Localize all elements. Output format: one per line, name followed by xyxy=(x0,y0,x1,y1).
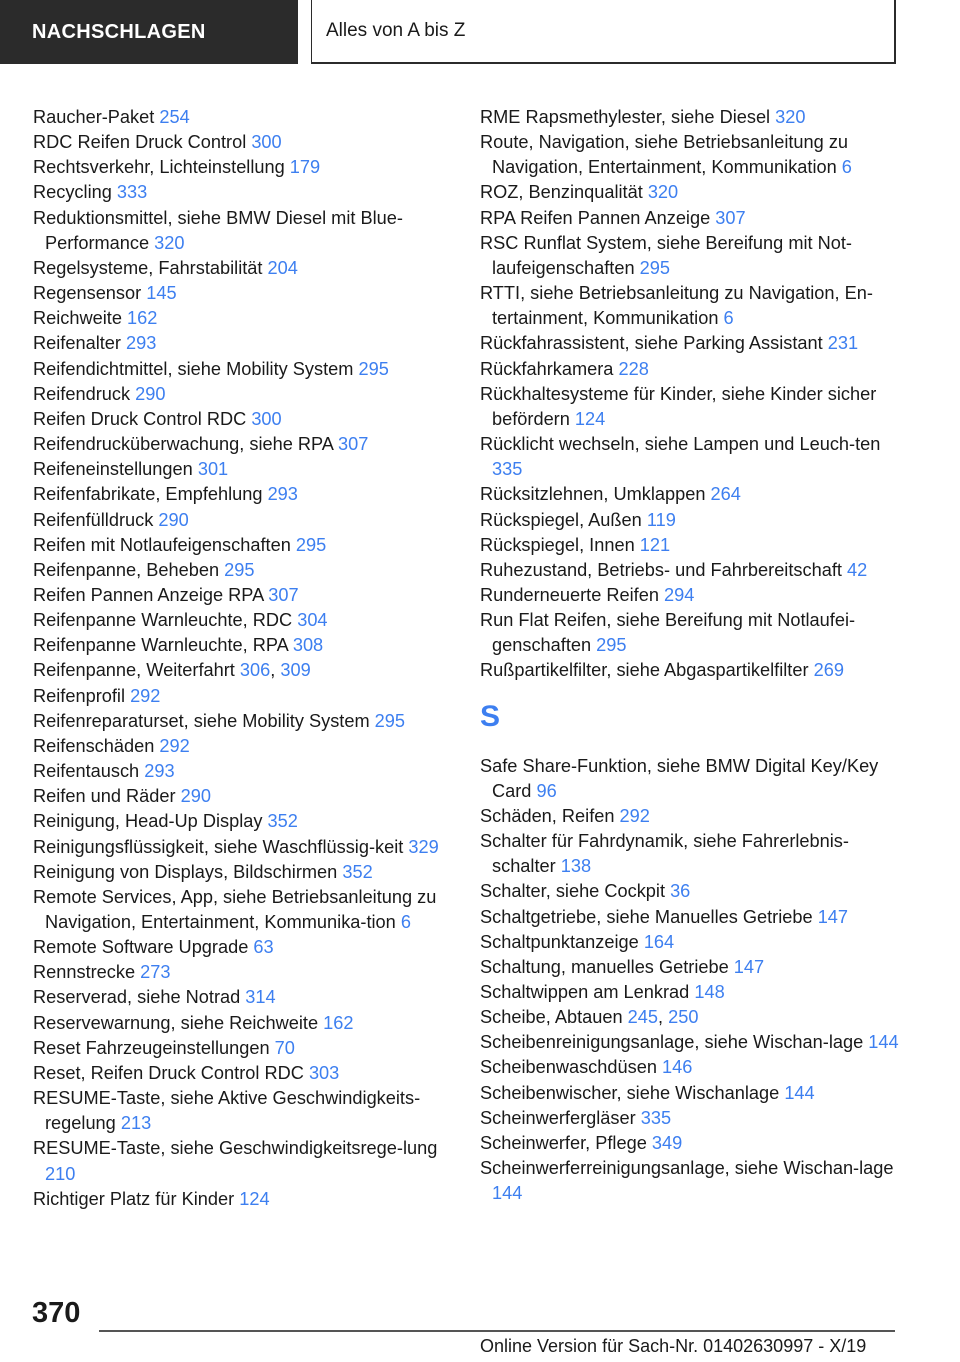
index-entry-term: Rückfahrassistent, siehe Parking Assistant xyxy=(480,333,828,354)
page-link[interactable]: 63 xyxy=(253,937,274,958)
page-link[interactable]: 307 xyxy=(715,207,746,228)
page-link[interactable]: 320 xyxy=(647,182,679,203)
page-link[interactable]: 304 xyxy=(297,610,328,631)
index-entry xyxy=(33,306,453,331)
index-entry-term: Runderneuerte Reifen xyxy=(480,584,665,605)
chapter-header xyxy=(311,0,896,64)
index-entry-term: Run Flat Reifen, siehe Bereifung mit Notlaufei-genschaften xyxy=(480,610,856,656)
index-entry-term: Reifenalter xyxy=(33,333,127,354)
page-link[interactable]: 314 xyxy=(245,987,276,1008)
page-link[interactable]: 164 xyxy=(643,931,675,952)
chapter-title: Alles von A bis Z xyxy=(326,20,466,41)
index-entry-term: RPA Reifen Pannen Anzeige xyxy=(480,207,716,228)
page-link[interactable]: 303 xyxy=(308,1062,340,1083)
index-entry xyxy=(33,180,453,205)
index-entry-term: Rückspiegel, Innen xyxy=(480,534,640,555)
page-link[interactable]: 42 xyxy=(846,559,868,580)
index-entry xyxy=(33,809,453,834)
page-link[interactable]: 264 xyxy=(710,484,741,505)
index-entry-term: Scheibenreinigungsanlage, siehe Wischan-lage xyxy=(480,1032,869,1053)
page-link[interactable]: 349 xyxy=(651,1132,683,1153)
index-entry xyxy=(480,804,900,829)
page-link[interactable]: 292 xyxy=(619,805,650,826)
index-column-left xyxy=(33,105,453,1212)
index-entry xyxy=(33,835,453,860)
index-entry xyxy=(33,860,453,885)
index-entry xyxy=(480,482,900,507)
page-link[interactable]: 290 xyxy=(135,383,166,404)
page-link[interactable]: 36 xyxy=(670,881,691,902)
index-entry-term: Safe Share-Funktion, siehe BMW Digital Key/Key Card xyxy=(480,755,879,801)
index-entry-term: RME Rapsmethylester, siehe Diesel xyxy=(480,107,776,127)
page-link[interactable]: 119 xyxy=(646,509,676,530)
index-entry xyxy=(33,281,453,306)
index-entry-term: Richtiger Platz für Kinder xyxy=(33,1188,240,1209)
index-entry xyxy=(33,1086,453,1136)
index-entry xyxy=(480,130,900,180)
index-entry xyxy=(33,583,453,608)
page-link[interactable]: 333 xyxy=(116,182,148,203)
page-link[interactable]: 144 xyxy=(868,1032,899,1053)
index-entry xyxy=(33,382,453,407)
index-entry xyxy=(480,1005,900,1030)
page-link[interactable]: 228 xyxy=(618,358,649,379)
index-entry xyxy=(480,432,900,482)
page-link[interactable]: 6 xyxy=(400,912,411,932)
section-letter: S xyxy=(480,699,501,733)
page-separator: , xyxy=(658,1007,669,1028)
page-link[interactable]: 162 xyxy=(323,1012,354,1033)
index-entry-term: Route, Navigation, siehe Betriebsanleitung zu Navigation, Entertainment, Kommunikation xyxy=(480,132,849,178)
index-entry-term: Reifenpanne, Weiterfahrt xyxy=(33,660,240,681)
page-link[interactable]: 6 xyxy=(723,308,734,329)
index-entry-term: Scheibenwischer, siehe Wischanlage xyxy=(480,1082,785,1103)
page-link[interactable]: 124 xyxy=(239,1188,270,1209)
index-entry-term: Reifenpanne Warnleuchte, RPA xyxy=(33,635,293,656)
index-entry xyxy=(480,829,900,879)
page-link[interactable]: 144 xyxy=(784,1082,815,1103)
index-entry xyxy=(480,980,900,1005)
index-entry xyxy=(33,1136,453,1186)
page-link[interactable]: 290 xyxy=(180,786,211,807)
index-entry-term: Ruhezustand, Betriebs- und Fahrbereitschaft xyxy=(480,559,847,580)
index-entry-term: Scheibenwaschdüsen xyxy=(480,1057,662,1078)
page-link[interactable]: 147 xyxy=(817,906,849,927)
index-entry xyxy=(480,331,900,356)
index-entry xyxy=(33,407,453,432)
page-link[interactable]: 162 xyxy=(127,308,158,329)
index-entry-term: Scheinwerferreinigungsanlage, siehe Wischan-lage xyxy=(480,1158,894,1179)
index-entry-term: Reichweite xyxy=(33,308,128,329)
index-entry xyxy=(33,684,453,709)
index-entry-term: Reset Fahrzeugeinstellungen xyxy=(33,1037,275,1058)
page-link[interactable]: 179 xyxy=(289,157,321,178)
index-entry-term: Regensensor xyxy=(33,283,147,304)
page-link[interactable]: 144 xyxy=(492,1183,523,1204)
footer-rule xyxy=(99,1330,895,1332)
index-entry-term: Reinigungsflüssigkeit, siehe Waschflüssig-keit xyxy=(33,836,409,857)
page-link[interactable]: 254 xyxy=(159,107,190,127)
index-entry-term: Reserverad, siehe Notrad xyxy=(33,987,246,1008)
page-link[interactable]: 250 xyxy=(668,1007,699,1028)
index-entry xyxy=(480,1030,900,1055)
page-link[interactable]: 329 xyxy=(408,836,439,857)
page-link[interactable]: 124 xyxy=(574,408,606,429)
page-link[interactable]: 204 xyxy=(267,257,298,278)
index-entry-term: Remote Services, App, siehe Betriebsanleitung zu Navigation, Entertainment, Kommunika-tion xyxy=(33,886,437,932)
page-link[interactable]: 300 xyxy=(251,408,282,429)
index-entry xyxy=(33,1061,453,1086)
index-entry-term: ROZ, Benzinqualität xyxy=(480,182,648,203)
page-link[interactable]: 308 xyxy=(292,635,324,656)
index-entry-term: RESUME-Taste, siehe Aktive Geschwindigkeits-regelung xyxy=(33,1088,421,1134)
page-link[interactable]: 301 xyxy=(197,459,229,480)
page-link[interactable]: 292 xyxy=(130,685,161,706)
page-link[interactable]: 148 xyxy=(694,982,725,1002)
page-link[interactable]: 295 xyxy=(358,358,389,379)
index-entry xyxy=(33,885,453,935)
index-entry xyxy=(480,105,900,130)
index-entry-term: Reifen Druck Control RDC xyxy=(33,408,252,429)
index-entry xyxy=(33,734,453,759)
index-entry-term: Schaltpunktanzeige xyxy=(480,931,644,952)
index-entry xyxy=(33,709,453,734)
index-entry-term: Reinigung von Displays, Bildschirmen xyxy=(33,861,343,882)
index-entry-term: Scheibe, Abtauen xyxy=(480,1007,628,1028)
page-link[interactable]: 320 xyxy=(775,107,806,127)
index-entry xyxy=(33,331,453,356)
index-entry xyxy=(33,508,453,533)
index-entry-term: Recycling xyxy=(33,182,117,203)
index-entry xyxy=(480,382,900,432)
footer-note: Online Version für Sach-Nr. 01402630997 - X/19 xyxy=(480,1336,867,1356)
page-link[interactable]: 300 xyxy=(251,132,282,153)
page-link[interactable]: 295 xyxy=(374,710,406,731)
page-link[interactable]: 307 xyxy=(338,434,369,455)
index-entry xyxy=(480,558,900,583)
index-entry xyxy=(33,759,453,784)
index-entry-term: Reifen und Räder xyxy=(33,786,181,807)
index-entry-term: RSC Runflat System, siehe Bereifung mit Not-laufeigenschaften xyxy=(480,232,852,278)
page-separator: , xyxy=(270,660,281,681)
index-entry xyxy=(33,105,453,130)
section-label: NACHSCHLAGEN xyxy=(32,20,206,43)
index-entry xyxy=(480,583,900,608)
index-entry xyxy=(33,658,453,683)
index-entry xyxy=(33,935,453,960)
index-entry xyxy=(480,180,900,205)
page-link[interactable]: 213 xyxy=(120,1113,152,1134)
page-link[interactable]: 245 xyxy=(627,1007,658,1028)
index-entry xyxy=(480,281,900,331)
index-entry xyxy=(480,879,900,904)
index-entry-term: Reifendrucküberwachung, siehe RPA xyxy=(33,434,338,455)
index-entry xyxy=(33,206,453,256)
index-entry xyxy=(480,231,900,281)
index-entry-term: RDC Reifen Druck Control xyxy=(33,132,252,153)
index-entry-term: Rückfahrkamera xyxy=(480,358,619,379)
index-entry xyxy=(480,206,900,231)
index-entry xyxy=(33,960,453,985)
index-entry-term: Rücklicht wechseln, siehe Lampen und Leuch-ten xyxy=(480,434,881,455)
index-entry-term: Rennstrecke xyxy=(33,962,141,983)
index-entry-term: Schäden, Reifen xyxy=(480,805,620,826)
index-entry xyxy=(33,985,453,1010)
index-entry-term: Schaltwippen am Lenkrad xyxy=(480,982,695,1002)
index-entry xyxy=(33,1036,453,1061)
index-entry xyxy=(480,533,900,558)
page-link[interactable]: 295 xyxy=(639,257,670,278)
page-link[interactable]: 6 xyxy=(841,157,852,178)
page-link[interactable]: 273 xyxy=(140,962,171,983)
page-link[interactable]: 320 xyxy=(154,232,185,253)
index-entry xyxy=(33,633,453,658)
index-entry-term: Rücksitzlehnen, Umklappen xyxy=(480,484,711,505)
index-entry xyxy=(480,1055,900,1080)
index-entry xyxy=(480,1081,900,1106)
index-entry-term: Reifentausch xyxy=(33,761,145,782)
index-entry-term: Schaltgetriebe, siehe Manuelles Getriebe xyxy=(480,906,818,927)
index-entry-term: Reifendichtmittel, siehe Mobility System xyxy=(33,358,359,379)
index-entry-term: Remote Software Upgrade xyxy=(33,937,254,958)
index-entry-term: RTTI, siehe Betriebsanleitung zu Navigation, En-tertainment, Kommunikation xyxy=(480,283,873,329)
page-link[interactable]: 121 xyxy=(639,534,671,555)
page-link[interactable]: 290 xyxy=(158,509,189,530)
index-entry-term: Scheinwerfergläser xyxy=(480,1107,641,1128)
index-entry-term: Rückhaltesysteme für Kinder, siehe Kinder sicher befördern xyxy=(480,383,877,429)
page-number: 370 xyxy=(32,1297,81,1329)
index-entry xyxy=(33,457,453,482)
page-link[interactable]: 335 xyxy=(640,1107,672,1128)
index-entry-term: Reduktionsmittel, siehe BMW Diesel mit Blue-Performance xyxy=(33,207,403,253)
index-entry-term: Reifenprofil xyxy=(33,685,131,706)
index-entry xyxy=(480,930,900,955)
page-link[interactable]: 335 xyxy=(492,459,523,480)
index-entry-term: Reifenfülldruck xyxy=(33,509,159,530)
page-link[interactable]: 293 xyxy=(144,761,175,782)
index-entry xyxy=(33,533,453,558)
index-entry-term: Reinigung, Head-Up Display xyxy=(33,811,268,832)
index-entry-term: Reifendruck xyxy=(33,383,136,404)
index-entry xyxy=(33,130,453,155)
page-link[interactable]: 309 xyxy=(280,660,311,681)
index-entry xyxy=(33,784,453,809)
index-entry-term: Reifenschäden xyxy=(33,735,160,756)
index-column-right xyxy=(480,105,900,1206)
index-entry xyxy=(33,608,453,633)
index-entry xyxy=(33,432,453,457)
index-entry-term: RESUME-Taste, siehe Geschwindigkeitsrege-lung xyxy=(33,1138,438,1159)
index-entry-term: Reifen mit Notlaufeigenschaften xyxy=(33,534,296,555)
page-link[interactable]: 138 xyxy=(560,856,592,877)
index-entry xyxy=(480,754,900,804)
index-entry xyxy=(33,256,453,281)
index-entry-term: Reifen Pannen Anzeige RPA xyxy=(33,584,269,605)
page-link[interactable]: 352 xyxy=(267,811,298,832)
index-entry-term: Reifeneinstellungen xyxy=(33,459,198,480)
index-entry-term: Schaltung, manuelles Getriebe xyxy=(480,956,734,977)
index-entry-term: Rußpartikelfilter, siehe Abgaspartikelfilter xyxy=(480,660,814,681)
index-entry xyxy=(480,1131,900,1156)
index-group-s xyxy=(480,754,900,1207)
page-link[interactable]: 352 xyxy=(342,861,373,882)
page-link[interactable]: 294 xyxy=(664,584,695,605)
page-link[interactable]: 210 xyxy=(45,1163,76,1184)
page-link[interactable]: 70 xyxy=(274,1037,295,1058)
page-link[interactable]: 307 xyxy=(268,584,299,605)
index-entry xyxy=(480,608,900,658)
index-entry-term: Reifenpanne, Beheben xyxy=(33,559,225,580)
page-link[interactable]: 292 xyxy=(159,735,190,756)
page-link[interactable]: 295 xyxy=(596,635,627,656)
index-entry xyxy=(33,155,453,180)
index-entry xyxy=(480,357,900,382)
index-entry xyxy=(480,1106,900,1131)
index-entry-term: Scheinwerfer, Pflege xyxy=(480,1132,652,1153)
index-group-r xyxy=(480,105,900,684)
page-link[interactable]: 306 xyxy=(239,660,271,681)
index-entry-term: Reifenfabrikate, Empfehlung xyxy=(33,484,268,505)
index-entry xyxy=(480,658,900,683)
index-entry xyxy=(480,1156,900,1206)
page-link[interactable]: 96 xyxy=(536,780,557,801)
index-entry xyxy=(33,558,453,583)
index-entry xyxy=(33,1187,453,1212)
section-header xyxy=(0,0,298,64)
index-entry xyxy=(33,357,453,382)
index-entry-term: Rückspiegel, Außen xyxy=(480,509,647,530)
index-entry-term: Regelsysteme, Fahrstabilität xyxy=(33,257,268,278)
index-entry xyxy=(33,482,453,507)
index-entry-term: Raucher-Paket xyxy=(33,107,160,127)
page-link[interactable]: 146 xyxy=(662,1057,693,1078)
page-link[interactable]: 269 xyxy=(813,660,844,681)
index-entry-term: Reset, Reifen Druck Control RDC xyxy=(33,1062,309,1083)
page-link[interactable]: 295 xyxy=(224,559,255,580)
page-link[interactable]: 293 xyxy=(267,484,298,505)
index-entry xyxy=(33,1011,453,1036)
index-entry-term: Reifenreparaturset, siehe Mobility System xyxy=(33,710,375,731)
index-entry xyxy=(480,955,900,980)
page-link[interactable]: 293 xyxy=(126,333,157,354)
page-link[interactable]: 145 xyxy=(146,283,177,304)
page-link[interactable]: 295 xyxy=(295,534,327,555)
index-entry xyxy=(480,905,900,930)
page-link[interactable]: 231 xyxy=(827,333,859,354)
index-entry-term: Reifenpanne Warnleuchte, RDC xyxy=(33,610,298,631)
page-link[interactable]: 147 xyxy=(733,956,765,977)
index-entry-term: Rechtsverkehr, Lichteinstellung xyxy=(33,157,290,178)
index-entry xyxy=(480,508,900,533)
index-entry-term: Schalter, siehe Cockpit xyxy=(480,881,671,902)
index-entry-term: Reservewarnung, siehe Reichweite xyxy=(33,1012,324,1033)
index-entry-term: Schalter für Fahrdynamik, siehe Fahrerlebnis-schalter xyxy=(480,831,849,877)
